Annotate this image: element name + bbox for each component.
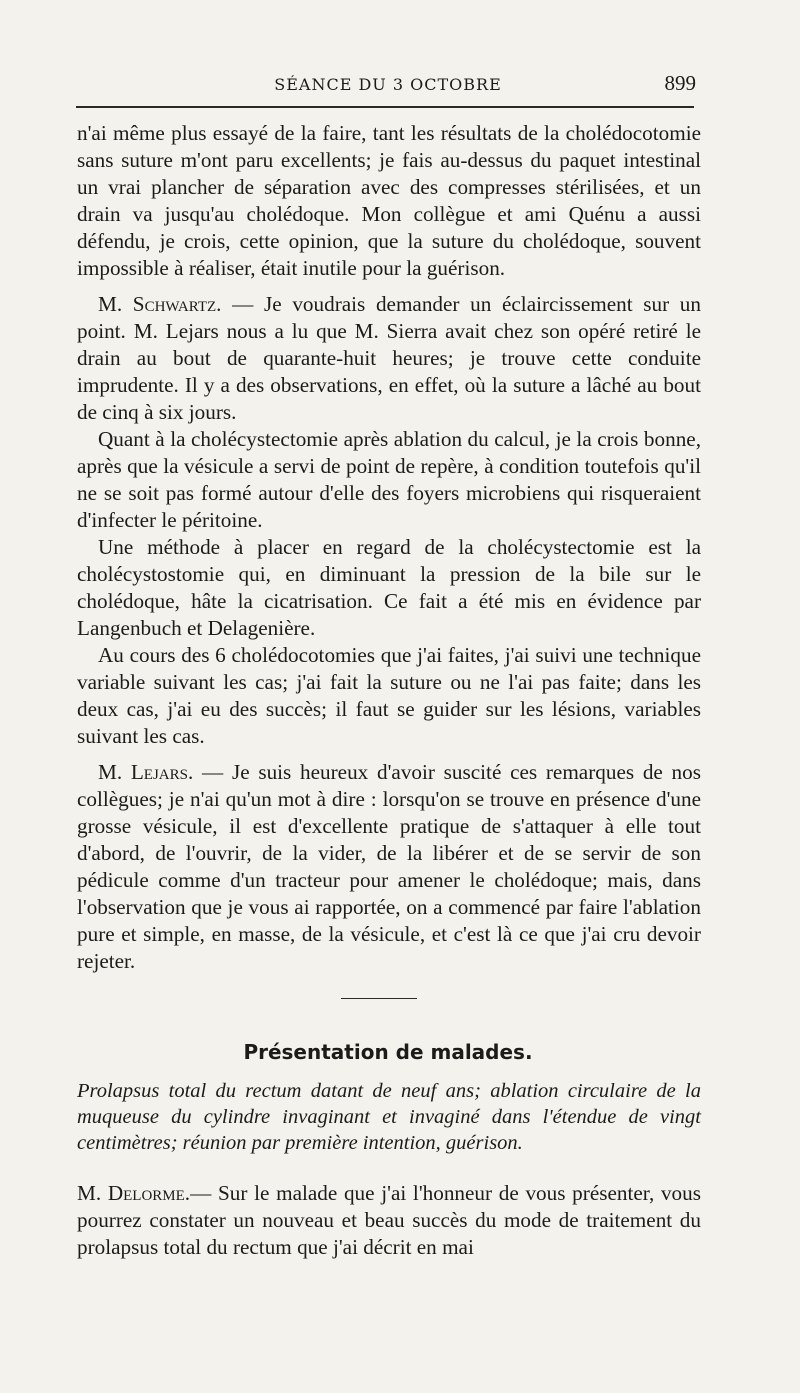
paragraph-text: n'ai même plus essayé de la faire, tant les résultats de la cholédocotomie sans suture m'ont paru excellents; je fais au-dessus du paquet intestinal un vrai plancher de séparation avec des compresses stérilisées, et un drain va jusqu'au cholédoque. Mon collègue et ami Quénu a aussi défendu, je crois, cette opinion, que la suture du cholédoque, souvent impossible à réaliser, était inutile pour la guérison.	[77, 121, 701, 280]
case-title	[77, 1078, 701, 1156]
header-title: SÉANCE DU 3 OCTOBRE	[274, 75, 502, 94]
paragraph	[77, 426, 701, 534]
section-title: Présentation de malades.	[243, 1040, 533, 1064]
paragraph	[77, 291, 701, 426]
paragraph	[77, 120, 701, 282]
paragraph	[77, 642, 701, 750]
case-title-text: Prolapsus total du rectum datant de neuf ans; ablation circulaire de la muqueuse du cylindre invaginant et invaginé dans l'étendue de vingt centimètres; réunion par première intention, guérison.	[77, 1080, 701, 1154]
presentation-text	[77, 1180, 701, 1261]
paragraph-text: Quant à la cholécystectomie après ablation du calcul, je la crois bonne, après que la vésicule a servi de point de repère, à condition toutefois qu'il ne se soit pas formé autour d'elle des foyers microbiens qui risqueraient d'infecter le péritoine.	[77, 427, 701, 532]
speaker-name: M. Delorme.	[77, 1181, 191, 1205]
paragraph-text: — Je suis heureux d'avoir suscité ces remarques de nos collègues; je n'ai qu'un mot à dire : lorsqu'on se trouve en présence d'une grosse vésicule, il est d'excellente pratique de s'attaquer à elle tout d'abord, de l'ouvrir, de la vider, de la libérer et de se servir de son pédicule comme d'un tracteur pour amener le cholédoque; mais, dans l'observation que je vous ai rapportée, on a commencé par faire l'ablation pure et simple, en masse, de la vésicule, et c'est là ce que j'ai cru devoir rejeter.	[77, 760, 701, 973]
paragraph-text: Au cours des 6 cholédocotomies que j'ai faites, j'ai suivi une technique variable suivant les cas; j'ai fait la suture ou ne l'ai pas faite; dans les deux cas, j'ai eu des succès; il faut se guider sur les lésions, variables suivant les cas.	[77, 643, 701, 748]
running-header	[76, 62, 700, 110]
header-rule	[76, 106, 694, 108]
page-number: 899	[664, 71, 696, 95]
paragraph	[77, 534, 701, 642]
speaker-name: M. Lejars.	[98, 760, 194, 784]
paragraph-text: — Je voudrais demander un éclaircissement sur un point. M. Lejars nous a lu que M. Sierra avait chez son opéré retiré le drain au bout de quarante-huit heures; je trouve cette conduite imprudente. Il y a des observations, en effet, où la suture a lâché au bout de cinq à six jours.	[77, 292, 701, 424]
paragraph-text: Une méthode à placer en regard de la cholécystectomie est la cholécystostomie qui, en diminuant la pression de la bile sur le cholédoque, hâte la cicatrisation. Ce fait a été mis en évidence par Langenbuch et Delagenière.	[77, 535, 701, 640]
paragraph	[77, 759, 701, 975]
paragraph-text: — Sur le malade que j'ai l'honneur de vous présenter, vous pourrez constater un nouveau et beau succès du mode de traitement du prolapsus total du rectum que j'ai décrit en mai	[77, 1181, 701, 1259]
section-divider	[341, 998, 417, 999]
discussion-text	[77, 120, 701, 975]
paragraph	[77, 1180, 701, 1261]
speaker-name: M. Schwartz.	[98, 292, 222, 316]
